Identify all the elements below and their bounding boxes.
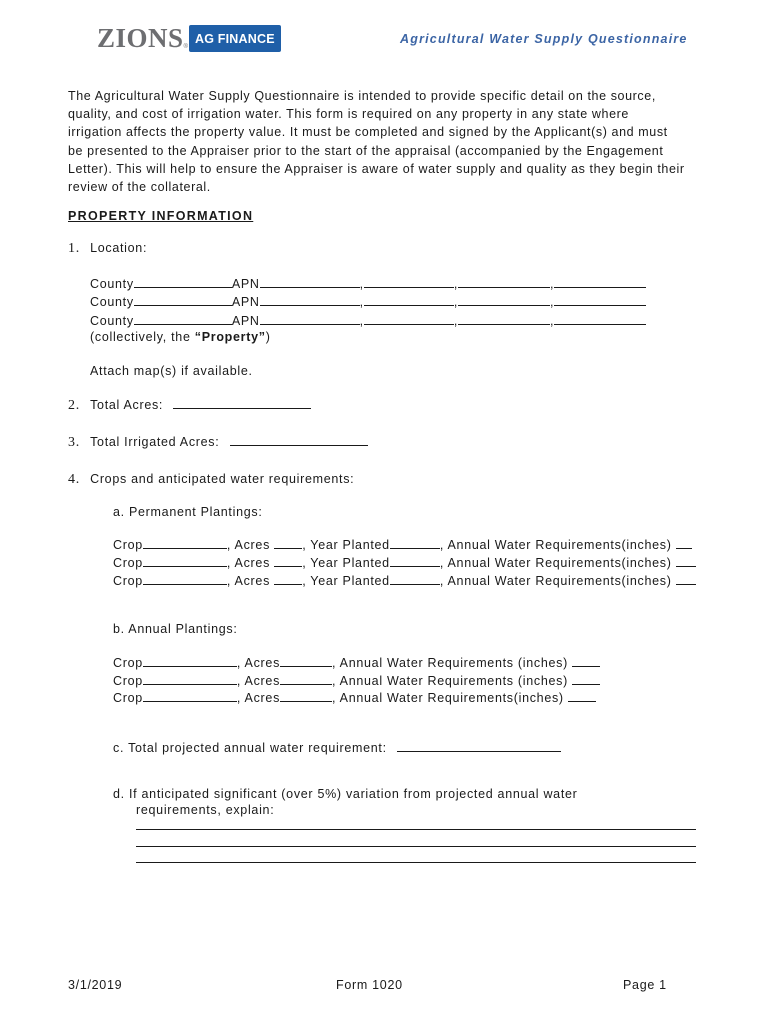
- county-label: County: [90, 295, 134, 309]
- annual-water-field[interactable]: [572, 672, 600, 685]
- question-label: Total Irrigated Acres:: [90, 435, 220, 449]
- apn-field[interactable]: [364, 312, 454, 325]
- explain-line[interactable]: [136, 846, 696, 847]
- total-projected-field[interactable]: [397, 739, 561, 752]
- annual-water-label: , Annual Water Requirements (inches): [332, 656, 573, 670]
- apn-field[interactable]: [554, 293, 646, 306]
- logo-registered-mark: ®: [183, 44, 188, 50]
- year-planted-field[interactable]: [390, 536, 440, 549]
- apn-field[interactable]: [554, 275, 646, 288]
- county-field[interactable]: [134, 293, 232, 306]
- variation-explain-label-1: d. If anticipated significant (over 5%) variation from projected annual water: [113, 787, 578, 801]
- apn-label: APN: [231, 314, 260, 328]
- acres-label: , Acres: [236, 691, 281, 705]
- separator: ,: [453, 295, 458, 309]
- crop-label: Crop: [113, 674, 143, 688]
- logo-ag-finance-box: AG FINANCE: [189, 25, 281, 52]
- footer-form-number: Form 1020: [336, 978, 403, 992]
- year-planted-field[interactable]: [390, 572, 440, 585]
- county-apn-row: [90, 293, 646, 310]
- section-heading-property-information: PROPERTY INFORMATION: [68, 209, 254, 223]
- acres-field[interactable]: [274, 572, 302, 585]
- intro-line: review of the collateral.: [68, 180, 211, 195]
- separator: ,: [453, 277, 458, 291]
- crop-label: Crop: [113, 556, 143, 570]
- total-projected-water: [113, 739, 561, 756]
- year-planted-label: , Year Planted: [302, 538, 390, 552]
- apn-field[interactable]: [260, 293, 360, 306]
- crop-field[interactable]: [143, 654, 237, 667]
- intro-line: The Agricultural Water Supply Questionnaire is intended to provide specific detail on the source,: [68, 89, 656, 103]
- question-number: 1.: [68, 241, 80, 256]
- attach-map-note: Attach map(s) if available.: [90, 364, 253, 378]
- acres-label: , Acres: [236, 656, 281, 670]
- acres-label: , Acres: [226, 574, 275, 588]
- annual-water-label: , Annual Water Requirements(inches): [439, 574, 676, 588]
- variation-explain-label-2: requirements, explain:: [136, 803, 275, 817]
- footer-date: 3/1/2019: [68, 978, 123, 992]
- crop-field[interactable]: [143, 572, 227, 585]
- crop-label: Crop: [113, 691, 143, 705]
- question-number: 4.: [68, 472, 80, 487]
- crop-field[interactable]: [143, 689, 237, 702]
- question-number: 2.: [68, 398, 80, 413]
- acres-field[interactable]: [274, 536, 302, 549]
- document-title: Agricultural Water Supply Questionnaire: [400, 32, 688, 46]
- apn-label: APN: [231, 277, 260, 291]
- year-planted-field[interactable]: [390, 554, 440, 567]
- separator: ,: [453, 314, 458, 328]
- collectively-property-note: [90, 330, 271, 345]
- annual-planting-row: [113, 654, 600, 671]
- separator: ,: [359, 314, 364, 328]
- note-text: (collectively, the: [90, 330, 195, 344]
- year-planted-label: , Year Planted: [302, 556, 390, 570]
- apn-field[interactable]: [364, 293, 454, 306]
- annual-planting-row: [113, 672, 600, 689]
- county-field[interactable]: [134, 312, 232, 325]
- total-irrigated-acres-field[interactable]: [230, 433, 368, 446]
- permanent-planting-row: [113, 572, 696, 589]
- county-apn-row: [90, 275, 646, 292]
- question-4: [68, 472, 354, 487]
- permanent-plantings-label: a. Permanent Plantings:: [113, 505, 263, 519]
- question-2: [68, 396, 311, 413]
- annual-water-label: , Annual Water Requirements (inches): [332, 674, 573, 688]
- acres-label: , Acres: [226, 538, 275, 552]
- crop-label: Crop: [113, 574, 143, 588]
- question-1: [68, 241, 147, 256]
- explain-line[interactable]: [136, 829, 696, 830]
- apn-field[interactable]: [364, 275, 454, 288]
- apn-field[interactable]: [458, 293, 550, 306]
- acres-field[interactable]: [274, 554, 302, 567]
- annual-water-field[interactable]: [676, 572, 696, 585]
- total-acres-field[interactable]: [173, 396, 311, 409]
- question-label: Crops and anticipated water requirements:: [90, 472, 355, 486]
- total-projected-label: c. Total projected annual water requirement:: [113, 741, 387, 755]
- zions-ag-finance-logo: [97, 22, 281, 54]
- crop-field[interactable]: [143, 554, 227, 567]
- intro-line: Letter). This will help to ensure the Appraiser is aware of water supply and quality as they begin their: [68, 161, 685, 176]
- annual-water-label: , Annual Water Requirements(inches): [439, 538, 676, 552]
- year-planted-label: , Year Planted: [302, 574, 390, 588]
- question-3: [68, 433, 368, 450]
- county-label: County: [90, 314, 134, 328]
- annual-water-label: , Annual Water Requirements(inches): [439, 556, 676, 570]
- acres-label: , Acres: [226, 556, 275, 570]
- county-label: County: [90, 277, 134, 291]
- acres-label: , Acres: [236, 674, 281, 688]
- footer-page-number: Page 1: [623, 978, 667, 992]
- permanent-planting-row: [113, 554, 696, 571]
- crop-label: Crop: [113, 538, 143, 552]
- intro-line: be presented to the Appraiser prior to the start of the appraisal (accompanied by the Engagement: [68, 143, 664, 158]
- acres-field[interactable]: [280, 672, 332, 685]
- annual-planting-row: [113, 689, 596, 706]
- acres-field[interactable]: [280, 689, 332, 702]
- intro-line: irrigation affects the property value. It must be completed and signed by the Applicant(s) and must: [68, 125, 668, 140]
- separator: ,: [359, 295, 364, 309]
- annual-water-field[interactable]: [568, 689, 596, 702]
- county-apn-row: [90, 312, 646, 329]
- separator: ,: [550, 295, 555, 309]
- apn-label: APN: [231, 295, 260, 309]
- crop-field[interactable]: [143, 672, 237, 685]
- note-text: ): [265, 330, 271, 344]
- permanent-planting-row: [113, 536, 692, 553]
- apn-field[interactable]: [554, 312, 646, 325]
- question-label: Location:: [90, 241, 148, 255]
- question-number: 3.: [68, 435, 80, 450]
- apn-field[interactable]: [260, 312, 360, 325]
- county-field[interactable]: [134, 275, 232, 288]
- separator: ,: [550, 314, 555, 328]
- apn-field[interactable]: [458, 275, 550, 288]
- apn-field[interactable]: [458, 312, 550, 325]
- separator: ,: [359, 277, 364, 291]
- crop-field[interactable]: [143, 536, 227, 549]
- logo-wordmark: ZIONS: [97, 22, 184, 53]
- annual-water-field[interactable]: [676, 554, 696, 567]
- apn-field[interactable]: [260, 275, 360, 288]
- annual-water-label: , Annual Water Requirements(inches): [332, 691, 568, 705]
- question-label: Total Acres:: [90, 398, 164, 412]
- property-term: “Property”: [194, 330, 266, 344]
- intro-line: quality, and cost of irrigation water. This form is required on any property in any state where: [68, 107, 629, 122]
- annual-water-field[interactable]: [572, 654, 600, 667]
- acres-field[interactable]: [280, 654, 332, 667]
- intro-paragraph: [68, 87, 728, 196]
- annual-plantings-label: b. Annual Plantings:: [113, 622, 238, 636]
- crop-label: Crop: [113, 656, 143, 670]
- annual-water-field[interactable]: [676, 536, 692, 549]
- explain-line[interactable]: [136, 862, 696, 863]
- separator: ,: [550, 277, 555, 291]
